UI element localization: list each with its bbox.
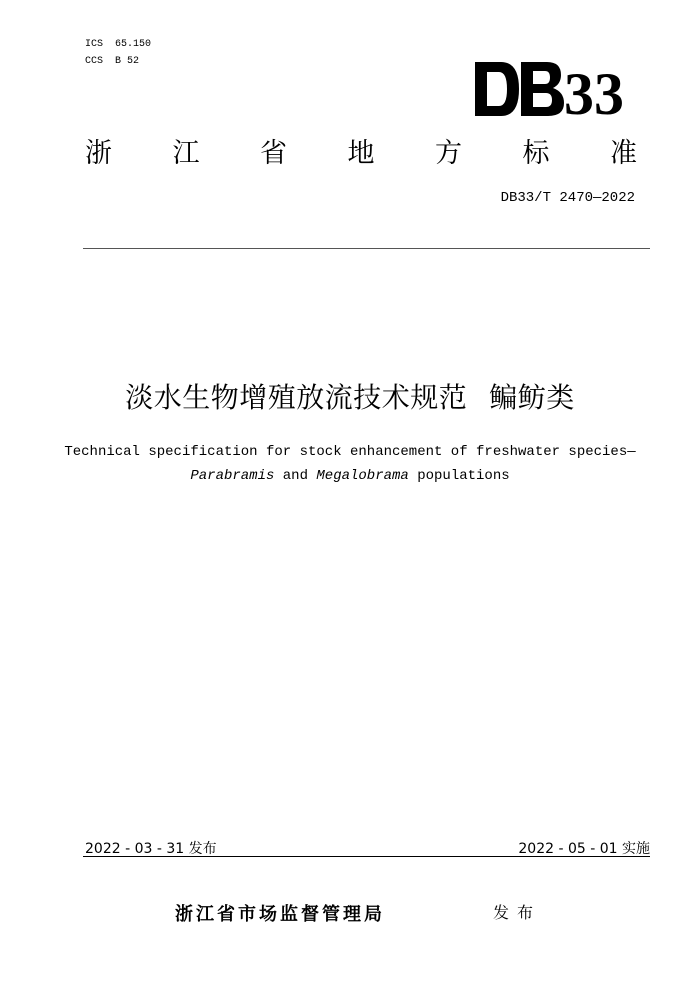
- header-divider: [83, 248, 650, 249]
- chinese-title: [0, 378, 700, 418]
- title-char: 准: [610, 138, 637, 169]
- classification-codes: [85, 36, 151, 70]
- english-title-line1: Technical specification for stock enhancement of freshwater species—: [64, 444, 636, 460]
- english-tail: populations: [408, 468, 510, 484]
- genus-megalobrama: Megalobrama: [316, 468, 409, 484]
- footer-divider: [83, 856, 650, 857]
- ics-code: ICS 65.150: [85, 39, 152, 50]
- issue-date: 2022 - 03 - 31 发布: [85, 841, 217, 857]
- svg-text:33: 33: [564, 61, 624, 120]
- genus-parabramis: Parabramis: [190, 468, 275, 484]
- db33-logo: [475, 58, 635, 120]
- issuing-authority: 浙江省市场监督管理局: [175, 904, 385, 925]
- chinese-title-sub: 鳊鲂类: [489, 381, 575, 414]
- title-char: 地: [347, 138, 375, 169]
- english-and: and: [274, 468, 317, 484]
- title-char: 标: [522, 138, 550, 169]
- ccs-code: CCS B 52: [85, 56, 140, 67]
- publish-label: 发布: [493, 903, 542, 922]
- implementation-date: 2022 - 05 - 01 实施: [518, 841, 650, 857]
- standard-type-title: [85, 136, 637, 172]
- title-char: 省: [260, 138, 287, 169]
- standard-number: DB33/T 2470—2022: [500, 190, 635, 206]
- title-char: 浙: [85, 138, 112, 169]
- english-title: [0, 440, 700, 488]
- chinese-title-main: 淡水生物增殖放流技术规范: [125, 381, 468, 414]
- title-char: 方: [435, 138, 462, 169]
- title-char: 江: [172, 138, 200, 169]
- english-title-line2: [0, 464, 700, 488]
